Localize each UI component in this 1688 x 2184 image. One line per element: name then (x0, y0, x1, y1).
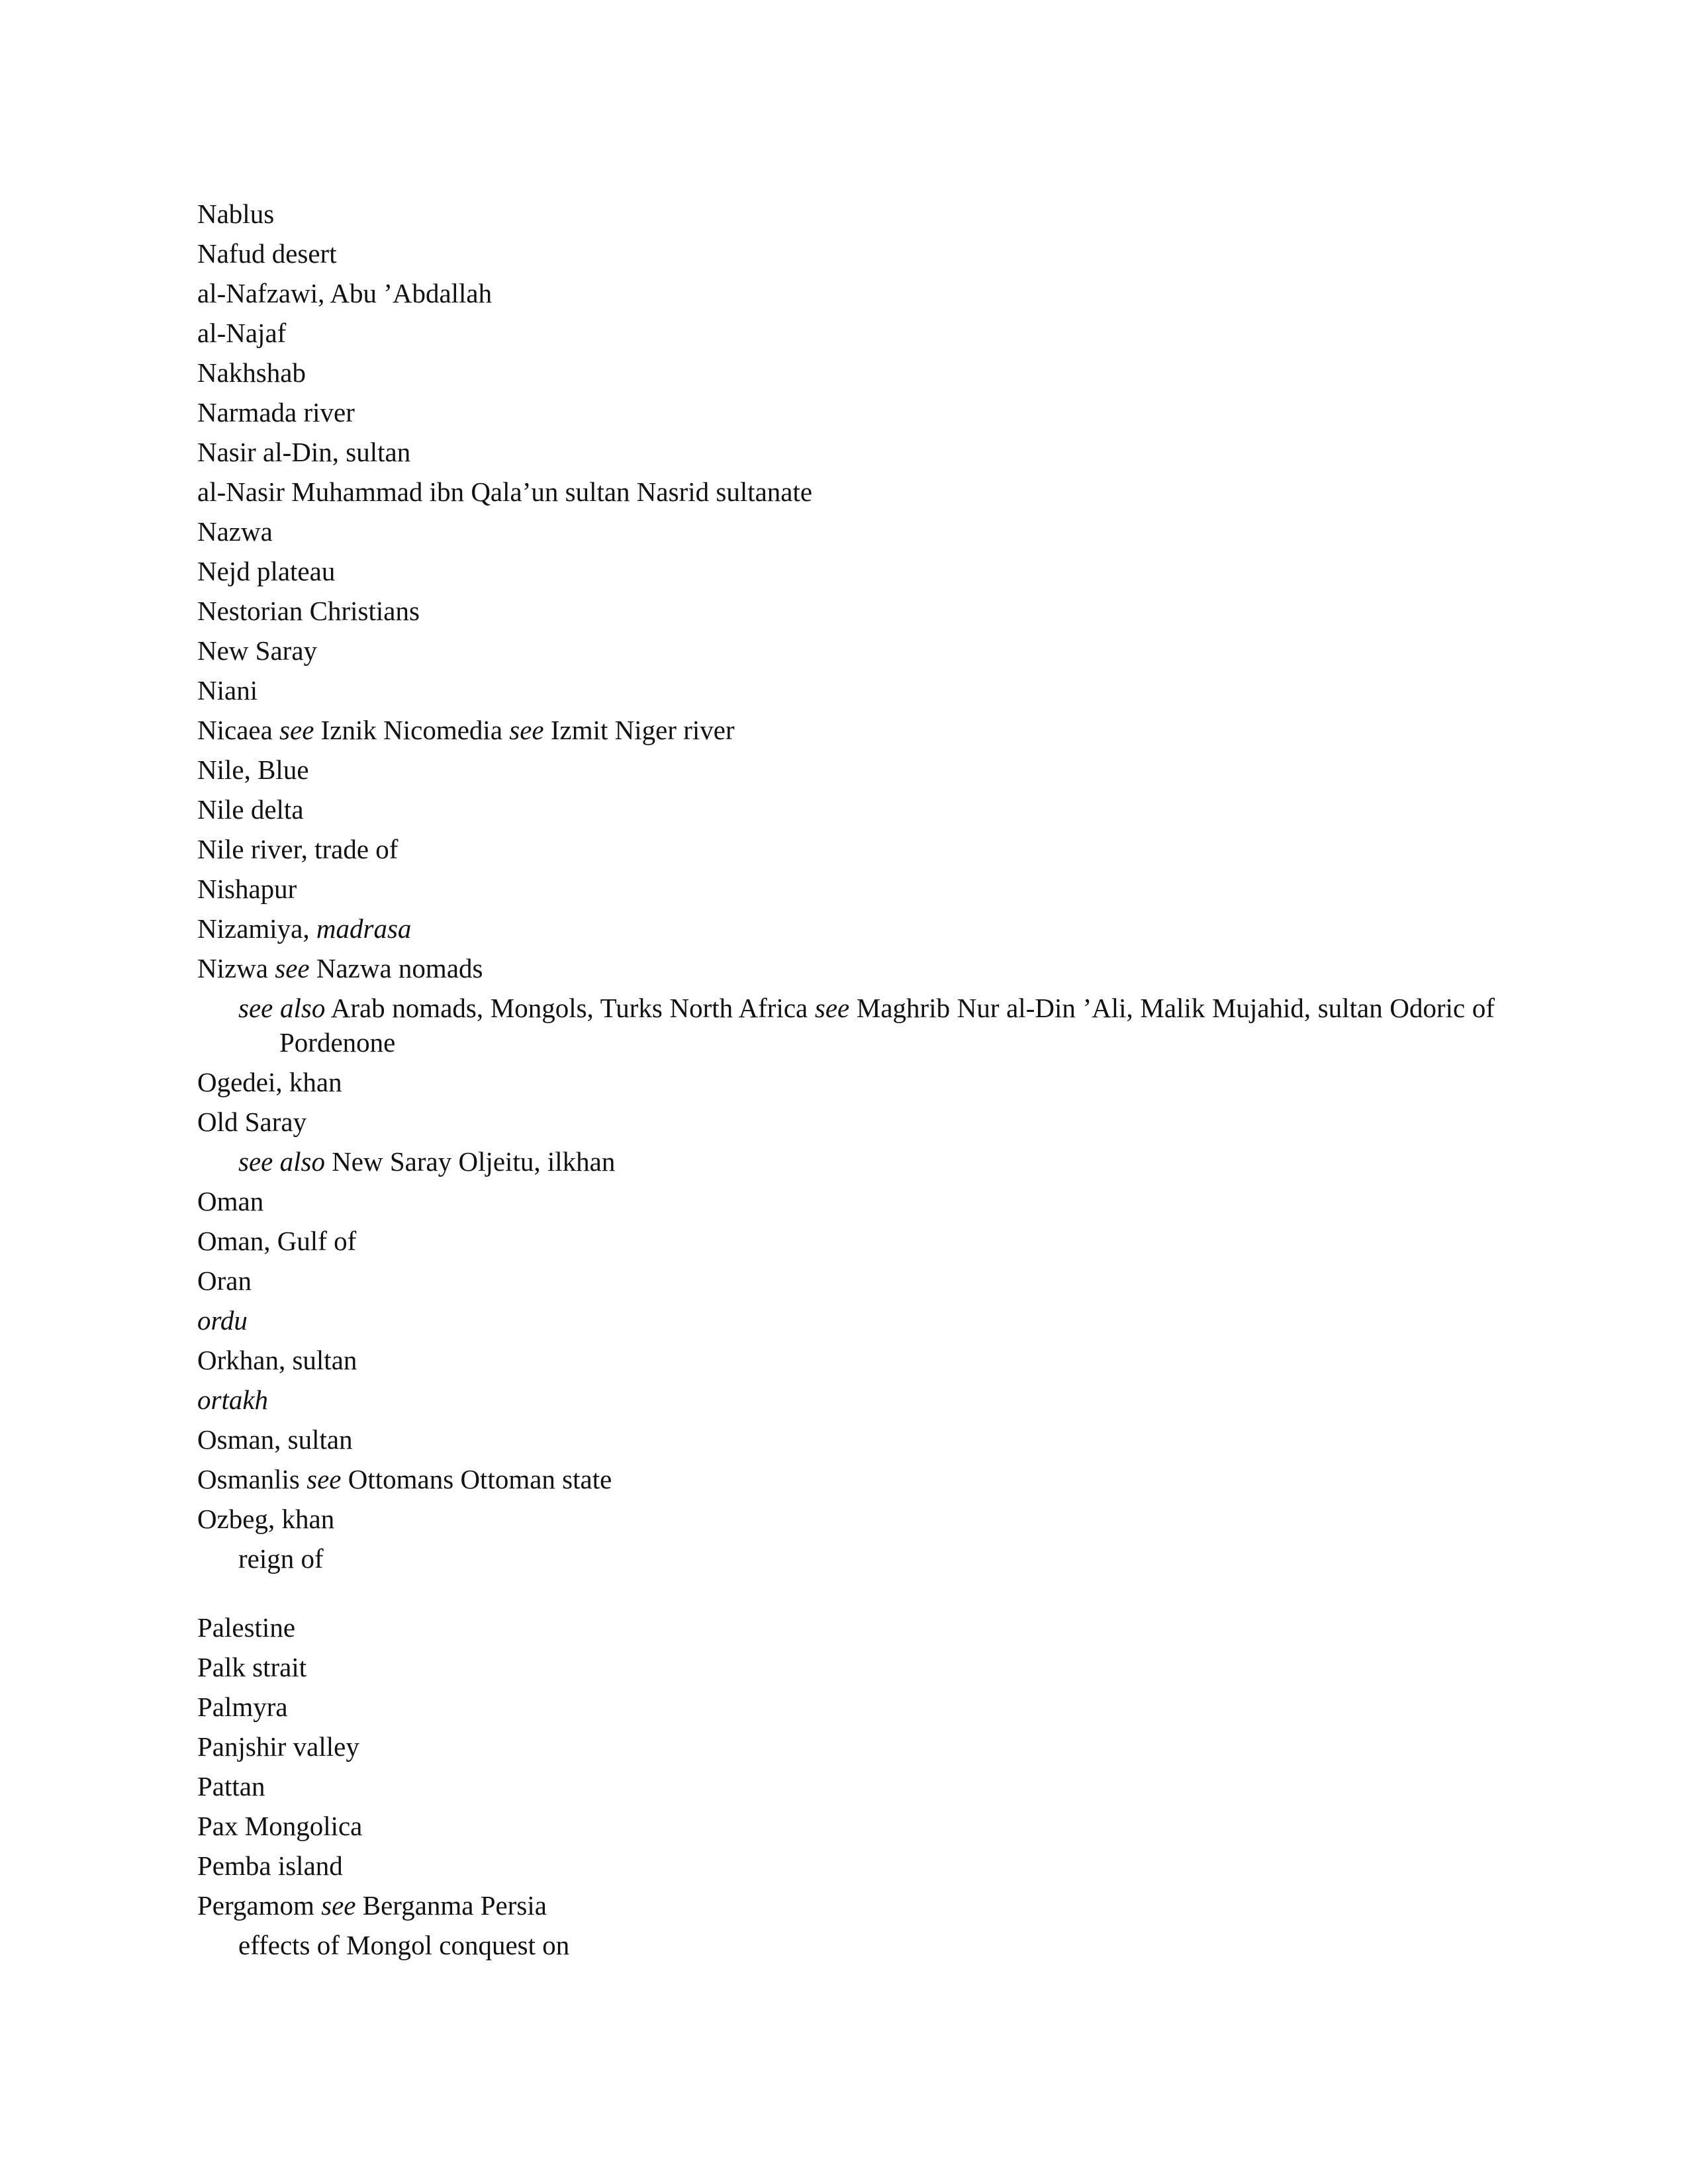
entry-text: Berganma Persia (355, 1890, 547, 1921)
index-entry (197, 273, 1495, 313)
index-entry (197, 1380, 1495, 1420)
entry-text: Nestorian Christians (197, 596, 420, 626)
entry-text: Nakhshab (197, 357, 306, 388)
index-entry (197, 1261, 1495, 1300)
entry-text: Osman, sultan (197, 1424, 353, 1455)
italic-text: madrasa (316, 913, 412, 944)
index-entry (197, 1687, 1495, 1727)
index-entry (197, 313, 1495, 353)
entry-text: Oman (197, 1186, 264, 1216)
entry-text: New Saray Oljeitu, ilkhan (324, 1146, 616, 1177)
entry-text: Old Saray (197, 1107, 307, 1137)
entry-text: Niani (197, 675, 258, 705)
entry-text: Nazwa (197, 516, 273, 547)
entry-text: Palk strait (197, 1652, 307, 1682)
index-entry (197, 829, 1495, 869)
entry-text: New Saray (197, 635, 318, 666)
index-entry (197, 1181, 1495, 1221)
index-list (197, 194, 1495, 1965)
entry-text: Nile river, trade of (197, 834, 399, 864)
entry-text: Panjshir valley (197, 1731, 359, 1762)
entry-text: effects of Mongol conquest on (238, 1930, 570, 1960)
index-group-p (197, 1608, 1495, 1965)
entry-text: reign of (238, 1543, 324, 1574)
entry-text: Palmyra (197, 1692, 288, 1722)
index-entry (197, 631, 1495, 670)
entry-text: Pax Mongolica (197, 1811, 363, 1841)
italic-text: see (306, 1464, 342, 1494)
entry-text: Nasir al-Din, sultan (197, 437, 411, 467)
index-entry (197, 790, 1495, 829)
index-entry (197, 472, 1495, 512)
entry-text: al-Najaf (197, 318, 287, 348)
index-entry (197, 1886, 1495, 1925)
entry-text: Nizamiya, (197, 913, 316, 944)
index-entry (197, 1806, 1495, 1846)
entry-text: Nejd plateau (197, 556, 336, 586)
index-entry (197, 1766, 1495, 1806)
index-entry (197, 1459, 1495, 1499)
index-entry (197, 1420, 1495, 1459)
italic-text: ortakh (197, 1385, 269, 1415)
index-subentry (197, 991, 1495, 1060)
entry-text: Nile delta (197, 794, 304, 825)
entry-text: Nablus (197, 199, 275, 229)
entry-text: Oran (197, 1265, 252, 1296)
index-entry (197, 1102, 1495, 1142)
index-entry (197, 551, 1495, 591)
index-entry (197, 750, 1495, 790)
index-entry (197, 392, 1495, 432)
entry-text: Osmanlis (197, 1464, 307, 1494)
entry-text: Pemba island (197, 1850, 343, 1881)
entry-text: Arab nomads, Mongols, Turks North Africa (325, 993, 815, 1023)
index-entry (197, 512, 1495, 551)
entry-text: Nizwa (197, 953, 275, 983)
entry-text: Nishapur (197, 874, 297, 904)
entry-text: al-Nasir Muhammad ibn Qala’un sultan Nasrid sultanate (197, 477, 813, 507)
index-group-n-o (197, 194, 1495, 1578)
index-entry (197, 234, 1495, 273)
entry-text: Nafud desert (197, 238, 337, 269)
index-entry (197, 670, 1495, 710)
group-spacer (197, 1578, 1495, 1608)
index-entry (197, 1608, 1495, 1647)
entry-text: Ottomans Ottoman state (341, 1464, 612, 1494)
italic-text: see also (238, 1146, 325, 1177)
entry-text: Izmit Niger river (543, 715, 735, 745)
index-entry (197, 1499, 1495, 1539)
index-entry (197, 591, 1495, 631)
entry-text: Ogedei, khan (197, 1067, 342, 1097)
entry-text: Narmada river (197, 397, 355, 428)
index-subentry (197, 1539, 1495, 1578)
entry-text: Nazwa nomads (309, 953, 483, 983)
entry-text: Nile, Blue (197, 754, 309, 785)
entry-text: Pergamom (197, 1890, 322, 1921)
index-subentry (197, 1142, 1495, 1181)
entry-text: Orkhan, sultan (197, 1345, 357, 1375)
entry-text: Nicaea (197, 715, 280, 745)
entry-text: Maghrib Nur al-Din ’Ali, Malik Mujahid, sultan Odoric of Pordenone (279, 993, 1495, 1058)
italic-text: see (321, 1890, 356, 1921)
entry-text: Pattan (197, 1771, 265, 1801)
italic-text: ordu (197, 1305, 248, 1336)
entry-text: Ozbeg, khan (197, 1504, 335, 1534)
index-entry (197, 1340, 1495, 1380)
index-entry (197, 194, 1495, 234)
index-entry (197, 710, 1495, 750)
italic-text: see (814, 993, 850, 1023)
index-entry (197, 1647, 1495, 1687)
index-entry (197, 432, 1495, 472)
index-entry (197, 909, 1495, 948)
index-subentry (197, 1925, 1495, 1965)
index-entry (197, 1062, 1495, 1102)
entry-text: Oman, Gulf of (197, 1226, 357, 1256)
italic-text: see (279, 715, 314, 745)
entry-text: al-Nafzawi, Abu ’Abdallah (197, 278, 492, 308)
entry-text: Iznik Nicomedia (314, 715, 510, 745)
index-entry (197, 1727, 1495, 1766)
index-entry (197, 1300, 1495, 1340)
italic-text: see also (238, 993, 326, 1023)
index-entry (197, 948, 1495, 988)
index-entry (197, 1221, 1495, 1261)
index-entry (197, 353, 1495, 392)
entry-text: Palestine (197, 1612, 296, 1643)
index-entry (197, 1846, 1495, 1886)
index-entry (197, 869, 1495, 909)
italic-text: see (275, 953, 310, 983)
italic-text: see (509, 715, 544, 745)
